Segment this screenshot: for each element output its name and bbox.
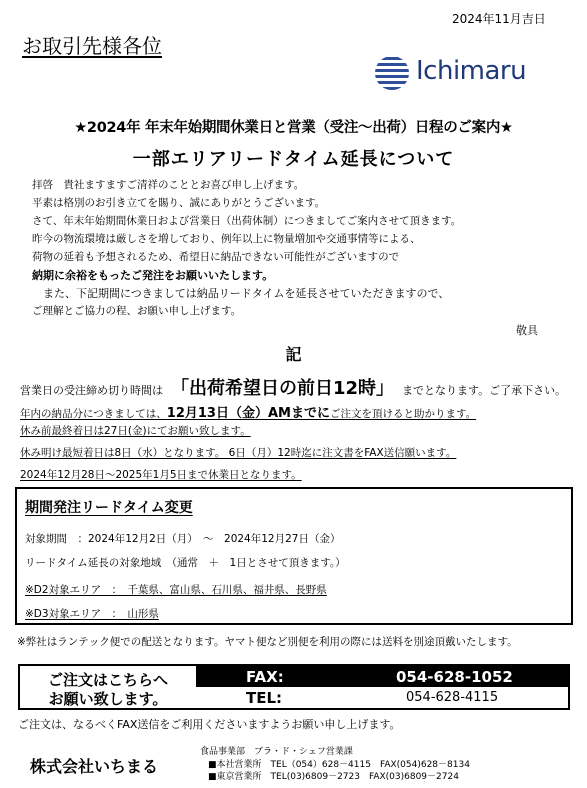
title-line-2: 一部エリアリードタイム延長について: [132, 149, 455, 170]
title-line-1: ★2024年 年末年始期間休業日と営業（受注～出荷）日程のご案内★: [74, 120, 513, 136]
shipping-footnote: ※弊社はランテック便での配送となります。ヤマト便など別便を利用の際には送料を別途頂戴いたします。: [17, 636, 518, 648]
notice-line-1: [20, 402, 476, 421]
notice-line-4: 2024年12月28日～2025年1月5日まで休業日となります。: [20, 469, 302, 481]
body-line: 昨今の物流環境は厳しさを増しており、例年以上に物量増加や交通事情等による、: [32, 233, 421, 245]
fax-number: 054-628-1052: [396, 668, 513, 686]
tel-number: 054-628-4115: [406, 690, 499, 705]
order-instruction: [20, 666, 196, 708]
body-line: 拝啓 貴社ますますご清祥のこととお喜び申し上げます。: [32, 179, 305, 191]
notice-line-2: 休み前最終着日は27日(金)にてお願い致します。: [20, 425, 251, 437]
leadtime-d3-area: ※D3対象エリア ： 山形県: [25, 608, 159, 620]
notice-line-1-suffix: ご注文を頂けると助かります。: [329, 408, 477, 420]
notice-line-3: 休み明け最短着日は8日（水）となります。 6日（月）12時迄に注文書をFAX送信願います。: [20, 447, 457, 459]
body-line: 荷物の延着も予想されるため、希望日に納品できない可能性がございますので: [32, 251, 400, 263]
notice-line-1-prefix: 年内の納品分につきましては、: [20, 408, 167, 420]
body-line: また、下記期間につきましては納品リードタイムを延長させていただきますので、: [32, 287, 450, 300]
tel-row: [196, 687, 568, 708]
cutoff-prefix: 営業日の受注締め切り時間は: [20, 384, 163, 397]
company-logo: [372, 52, 542, 94]
order-contact-box: [18, 664, 570, 710]
cutoff-suffix: までとなります。ご了承下さい。: [402, 384, 567, 397]
cutoff-highlight: 「出荷希望日の前日12時」: [171, 378, 395, 399]
fax-request-text: ご注文は、なるべくFAX送信をご利用くださいますようお願い申し上げます。: [18, 718, 401, 731]
closing-text: 敬具: [516, 324, 538, 337]
body-line: ご理解とご協力の程、お願い申し上げます。: [32, 305, 242, 317]
order-instruction-line-1: ご注文はこちらへ: [47, 671, 168, 689]
leadtime-d2-area: ※D2対象エリア ： 千葉県、富山県、石川県、福井県、長野県: [25, 584, 327, 596]
notice-line-1-bold: 12月13日（金）AMまでに: [166, 406, 330, 421]
ki-heading: 記: [285, 345, 302, 364]
office-head: ■本社営業所 TEL（054）628－4115 FAX(054)628－8134: [208, 760, 470, 770]
leadtime-region-desc: リードタイム延長の対象地域 （通常 ＋ 1日とさせて頂きます。）: [25, 557, 346, 569]
leadtime-period: 対象期間 ：2024年12月2日（月） ～ 2024年12月27日（金）: [25, 533, 341, 545]
tel-label: TEL:: [246, 689, 283, 707]
order-instruction-line-2: お願い致します。: [48, 690, 168, 708]
body-line: 納期に余裕をもったご発注をお願いいたします。: [32, 269, 274, 282]
leadtime-box: [15, 487, 573, 625]
body-line: 平素は格別のお引き立てを賜り、誠にありがとうございます。: [32, 197, 326, 209]
addressee: お取引先様各位: [22, 34, 162, 58]
fax-label: FAX:: [246, 668, 284, 686]
fax-row: [196, 666, 568, 687]
leadtime-box-title: 期間発注リードタイム変更: [25, 500, 193, 516]
cutoff-line: [20, 374, 566, 400]
company-division: 食品事業部 ブラ・ド・シェフ営業課: [200, 747, 353, 757]
document-date: 2024年11月吉日: [452, 12, 546, 26]
company-name: 株式会社いちまる: [30, 757, 159, 776]
logo-mark-icon: [372, 53, 412, 93]
office-tokyo: ■東京営業所 TEL(03)6809－2723 FAX(03)6809－2724: [208, 772, 459, 782]
body-line: さて、年末年始期間休業日および営業日（出荷体制）につきましてご案内させて頂きます。: [32, 215, 462, 227]
logo-text: Ichimaru: [416, 56, 527, 86]
